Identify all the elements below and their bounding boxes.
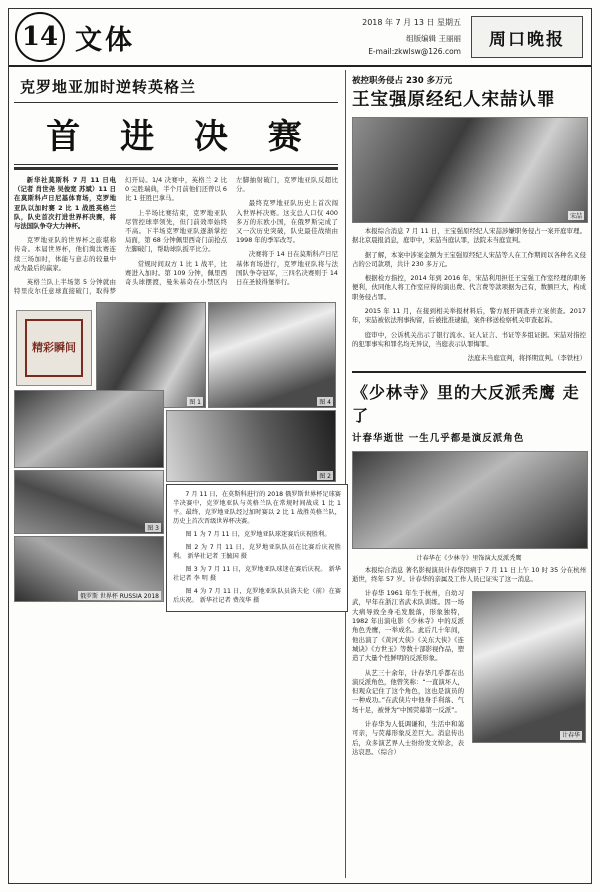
paragraph: 克罗地亚队的世界杯之旅堪称传奇。本届世界杯，他们淘汰赛连续三场加时，体能与意志的较量中成为最后的赢家。: [14, 236, 116, 272]
photo-croatia-banner: [14, 390, 164, 468]
emblem-label: 俄罗斯 世界杯 RUSSIA 2018: [79, 593, 159, 601]
caption-paragraph: 图 1 为 7 月 11 日，克罗地亚队球迷赛后庆祝胜利。: [185, 531, 331, 539]
photo-label: 图 4: [319, 399, 331, 407]
photo-caption: 计春华在《少林寺》里饰演大反派秃鹰: [416, 554, 522, 562]
paragraph: 英格兰队上半场第 5 分钟就由特里皮尔任意球直接破门，取得梦幻开局。1/4 决赛中，英格兰 2 比 0 完胜瑞典，半个月前他们还曾以 6 比 1 狂胜巴拿马。: [14, 176, 227, 296]
paragraph: 最终克罗地亚队历史上首次闯入世界杯决赛。这支总人口仅 400 多万的东欧小国，在俄罗斯完成了又一次历史突破，队史最佳战绩由 1998 年的季军改写。: [236, 199, 338, 245]
right-column: [352, 72, 586, 878]
rule: [14, 164, 338, 170]
lead-story: [14, 72, 341, 878]
masthead: [9, 9, 591, 67]
paragraph: 庭审中，公诉机关出示了银行流水、证人证言、书证等多组证据。宋喆对指控的犯罪事实和罪名均无异议，当庭表示认罪悔罪。: [352, 330, 586, 348]
rule: [14, 102, 338, 103]
seal-text: 精彩瞬间: [25, 319, 83, 377]
paragraph: 常规时间双方 1 比 1 战平，比赛进入加时。第 109 分钟，佩里西奇头球摆渡，曼朱基奇在小禁区内左脚抽射破门，克罗地亚队反超比分。: [125, 176, 338, 287]
decorative-seal: [16, 310, 92, 386]
byline: 法庭未当庭宣判，将择期宣判。（李铁柱）: [467, 354, 586, 363]
photo-caption-box: [166, 484, 348, 612]
section-title: 文体: [75, 24, 135, 56]
story-ji-chunhua: [352, 380, 586, 763]
page-number: 14: [15, 12, 65, 62]
photo-world-cup-emblem: [14, 536, 164, 602]
paragraph: 计春华 1961 年生于杭州，自幼习武，早年在浙江省武术队训练。因一场大病导致全身毛发脱落，形象独特，1982 年出演电影《少林寺》中的反派角色秃鹰，一举成名。此后几十年间，他出演了《黄河大侠》《关东大侠》《连城诀》《方世玉》等数十部影视作品，塑造了大量个性鲜明的反派形象。: [352, 589, 464, 663]
paragraph: 本报综合消息 7 月 11 日，王宝强原经纪人宋喆涉嫌职务侵占一案开庭审理。据北京晨报消息，庭审中，宋喆当庭认罪，法院未当庭宣判。: [352, 227, 586, 245]
story3-body: [352, 566, 586, 763]
lead-headline: 首 进 决 赛: [46, 117, 316, 157]
photo-label: 图 3: [147, 525, 159, 533]
editor-line: 组版编辑 王丽丽: [406, 34, 461, 43]
photo-ji-chunhua-portrait: [472, 591, 586, 743]
rule: [352, 371, 586, 373]
lead-body: [14, 176, 338, 296]
story3-subhead: 计春华逝世 一生几乎都是演反派角色: [352, 432, 525, 444]
story3-headline: 《少林寺》里的大反派秃鹰 走了: [352, 382, 580, 425]
column-divider: [345, 70, 346, 878]
photo-team-group: [14, 470, 164, 534]
caption-paragraph: 图 3 为 7 月 11 日，克罗地亚队球迷在赛后庆祝。 新华社记者 李 明 摄: [173, 566, 341, 583]
paragraph: 计春华为人低调谦和，生活中和蔼可亲，与荧幕形象反差巨大。消息传出后，众多演艺界人士纷纷发文悼念，表达哀思。（综合）: [352, 720, 464, 756]
caption-paragraph: 7 月 11 日，在莫斯科进行的 2018 俄罗斯世界杯足球赛半决赛中，克罗地亚队与英格兰队在常规时间战成 1 比 1 平。最终，克罗地亚队经过加时赛以 2 比 1 战胜英格兰队，历史上首次晋级世界杯决赛。: [173, 491, 341, 526]
photo-caption: 计春华: [561, 731, 580, 739]
photo-label: 图 2: [319, 473, 331, 481]
paragraph: 根据检方指控，2014 年到 2016 年，宋喆利用担任王宝强工作室经理的职务便利，伙同他人将工作室应得的演出费、代言费等款项据为己有，数额巨大，构成职务侵占罪。: [352, 274, 586, 301]
paragraph: 本报综合消息 著名影视演员计春华因病于 7 月 11 日上午 10 时 35 分在杭州逝世，终年 57 岁。计春华的亲属及工作人员已证实了这一消息。: [352, 565, 586, 583]
photo-player-celebrating: [208, 302, 336, 408]
photo-label: 图 1: [189, 399, 201, 407]
caption-paragraph: 图 2 为 7 月 11 日，克罗地亚队队员在比赛后庆祝胜利。 新华社记者 王毓国 摄: [173, 544, 341, 561]
publish-date: 2018 年 7 月 13 日 星期五: [362, 18, 461, 27]
photo-collage: [14, 302, 341, 605]
story2-body: [352, 227, 586, 364]
story2-kicker: 被控职务侵占 230 多万元: [352, 76, 453, 86]
paragraph: 2015 年 11 月，在接到相关举报材料后，警方展开调查并立案侦查。2017 年，宋喆被依法刑事拘留，后被批准逮捕，案件移送检察机关审查起诉。: [352, 307, 586, 325]
photo-shaolin-temple-scene: [352, 451, 588, 549]
paper-name: 周口晚报: [489, 29, 565, 50]
photo-caption: 宋喆: [569, 213, 582, 220]
masthead-meta: [135, 16, 471, 58]
story2-headline: 王宝强原经纪人宋喆认罪: [352, 90, 556, 110]
paragraph: 上半场比赛结束，克罗地亚队尽管控球率领先，但门前效率始终不高。下半场克罗地亚队逐渐掌控局面，第 68 分钟佩里西奇门前抢点左脚破门，帮助球队扳平比分。: [125, 208, 227, 254]
paragraph: 据了解，本案中涉案金额为王宝强原经纪人宋喆等人在工作期间以各种名义侵占的公司款项，共计 230 多万元。: [352, 250, 586, 268]
caption-paragraph: 图 4 为 7 月 11 日，克罗地亚队队员洛夫伦（前）在赛后庆祝。 新华社记者 费茂华 摄: [173, 588, 341, 605]
paragraph: 决赛将于 14 日在莫斯科卢日尼基体育场进行，克罗地亚队将与法国队争夺冠军，三四名决赛则于 14 日在圣彼得堡举行。: [236, 250, 338, 287]
photo-song-zhe: [352, 117, 588, 223]
email-line: E-mail:zkwlsw@126.com: [368, 47, 461, 56]
paper-logo: [471, 16, 583, 58]
paragraph: 从艺三十余年，计春华几乎都在出演反派角色，他曾笑称：“一直演坏人，但观众记住了这个角色，这也是演员的一种成功。”在武侠片中他身手利落、气场十足，被誉为“中国荧幕第一反派”。: [352, 668, 464, 714]
lead-kicker: 克罗地亚加时逆转英格兰: [20, 78, 197, 96]
story-song-zhe: [352, 72, 586, 364]
paragraph: 新华社莫斯科 7 月 11 日电 （记者 肖世尧 吴俊宽 苏斌）11 日在莫斯科卢日尼基体育场，克罗地亚队以加时赛 2 比 1 战胜英格兰队，队史首次打进世界杯决赛，将与法国队争夺大力神杯。: [14, 176, 116, 231]
photo-team-hug: [166, 410, 336, 482]
